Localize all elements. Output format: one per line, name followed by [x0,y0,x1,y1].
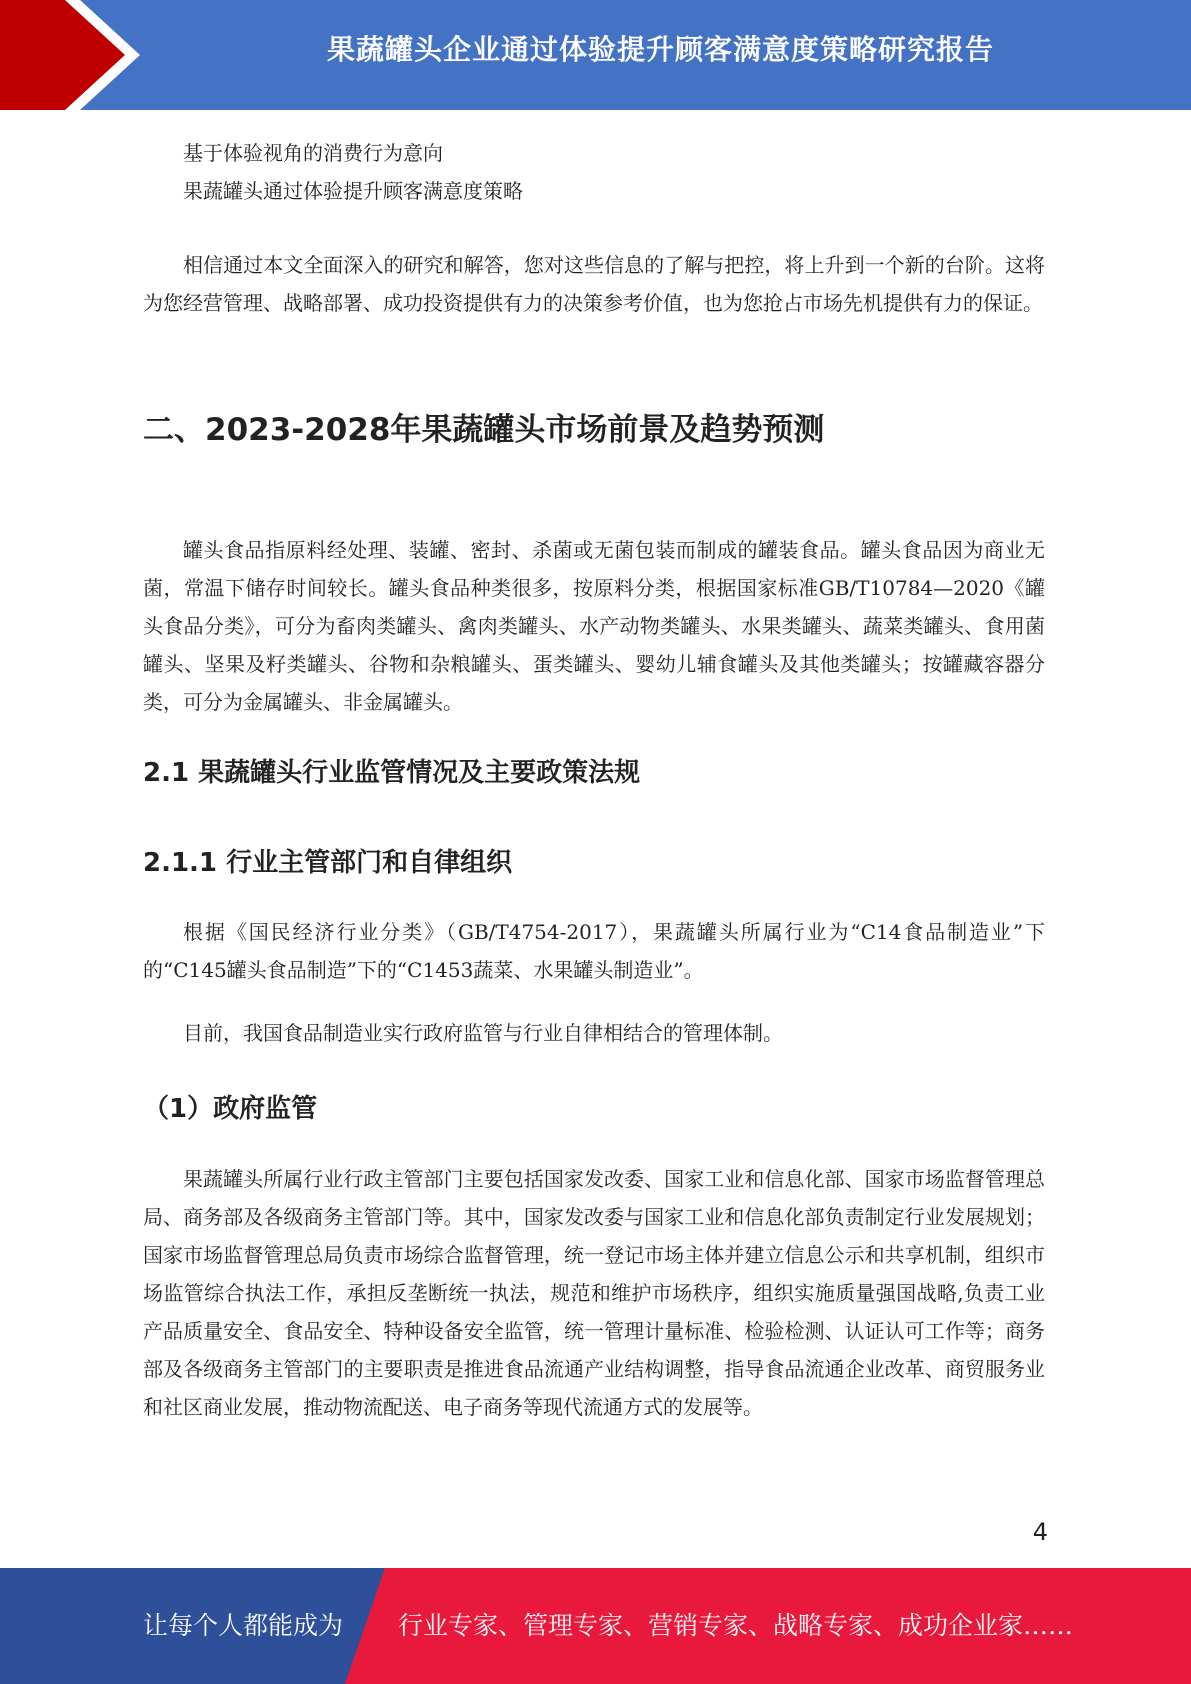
footer-slogan-right: 行业专家、管理专家、营销专家、战略专家、成功企业家…… [398,1611,1074,1640]
section2-heading: 二、2023-2028年果蔬罐头市场前景及趋势预测 [143,412,825,448]
section2-1-1-paragraph: 根据《国民经济行业分类》（GB/T4754-2017），果蔬罐头所属行业为“C14食品制造业”下的“C145罐头食品制造”下的“C1453蔬菜、水果罐头制造业”。 [143,920,1045,982]
gov-body [143,1160,1045,1426]
intro-paragraph: 相信通过本文全面深入的研究和解答，您对这些信息的了解与把控，将上升到一个新的台阶。这将为您经营管理、战略部署、成功投资提供有力的决策参考价值，也为您抢占市场先机提供有力的保证。 [143,253,1045,315]
page-footer [0,1568,1191,1684]
section2-body [143,531,1045,721]
section2-1-1-heading: 2.1.1 行业主管部门和自律组织 [143,848,513,878]
gov-heading: （1）政府监管 [143,1094,318,1124]
list-item: 果蔬罐头通过体验提升顾客满意度策略 [183,179,523,203]
gov-block [143,1088,1045,1125]
page-number: 4 [1032,1518,1048,1546]
section2-1-block [143,752,1045,789]
header-arrow-decoration [0,0,160,110]
section2-1-heading: 2.1 果蔬罐头行业监管情况及主要政策法规 [143,758,641,788]
section2-1-1-block [143,842,1045,879]
list-item: 基于体验视角的消费行为意向 [183,141,443,165]
section2-paragraph: 罐头食品指原料经处理、装罐、密封、杀菌或无菌包装而制成的罐装食品。罐头食品因为商业无菌，常温下储存时间较长。罐头食品种类很多，按原料分类，根据国家标准GB/T10784—2020《罐头食品分类》，可分为畜肉类罐头、禽肉类罐头、水产动物类罐头、水果类罐头、蔬菜类罐头、食用菌罐头、坚果及籽类罐头、谷物和杂粮罐头、蛋类罐头、婴幼儿辅食罐头及其他类罐头；按罐藏容器分类，可分为金属罐头、非金属罐头。 [143,538,1045,714]
gov-paragraph: 果蔬罐头所属行业行政主管部门主要包括国家发改委、国家工业和信息化部、国家市场监督管理总局、商务部及各级商务主管部门等。其中，国家发改委与国家工业和信息化部负责制定行业发展规划；国家市场监督管理总局负责市场综合监督管理，统一登记市场主体并建立信息公示和共享机制，组织市场监管综合执法工作，承担反垄断统一执法，规范和维护市场秩序，组织实施质量强国战略,负责工业产品质量安全、食品安全、特种设备安全监管，统一管理计量标准、检验检测、认证认可工作等；商务部及各级商务主管部门的主要职责是推进食品流通产业结构调整，指导食品流通企业改革、商贸服务业和社区商业发展，推动物流配送、电子商务等现代流通方式的发展等。 [143,1167,1045,1419]
section2-block [143,404,1045,449]
list-block [143,134,1045,210]
section2-1-1-body [143,913,1045,1052]
header-title: 果蔬罐头企业通过体验提升顾客满意度策略研究报告 [326,33,994,66]
section2-1-1-paragraph: 目前，我国食品制造业实行政府监管与行业自律相结合的管理体制。 [183,1021,783,1045]
footer-slogan-left: 让每个人都能成为 [143,1611,344,1640]
intro-block [143,246,1045,322]
page-header [0,0,1191,110]
